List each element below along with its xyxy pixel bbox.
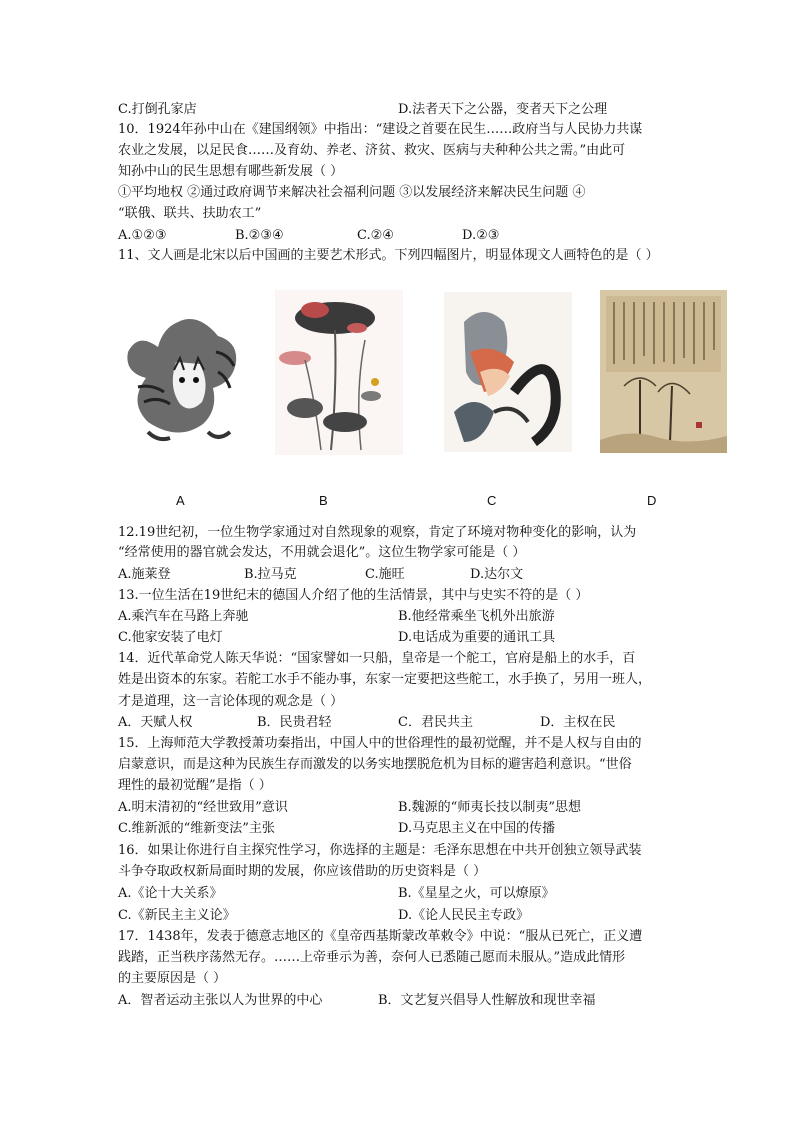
q15-option-c: C.维新派的“维新变法”主张 — [118, 821, 275, 836]
q10-option-b: B.②③④ — [235, 228, 284, 243]
q15-text-2: 启蒙意识，而是这种为民族生存而激发的以务实地摆脱危机为目标的避害趋利意识。“世俗 — [118, 757, 632, 772]
q10-text-2: 农业之发展，以足民食……及育幼、养老、济贫、救灾、医病与夫种种公共之需。”由此可 — [118, 143, 626, 158]
caption-b: B — [319, 493, 328, 508]
q17-text-2: 践踏，正当秩序荡然无存。……上帝垂示为善，奈何人已悉随己愿而未服从。”造成此情形 — [118, 950, 626, 965]
q9-option-c: C.打倒孔家店 — [118, 102, 197, 117]
q16-text-2: 斗争夺取政权新局面时期的发展，你应该借助的历史资料是（ ） — [118, 864, 487, 879]
q14-option-a: A．天赋人权 — [118, 715, 193, 730]
q10-text-1: 10．1924年孙中山在《建国纲领》中指出：“建设之首要在民生……政府当与人民协力共谋 — [118, 122, 643, 137]
q13-option-d: D.电话成为重要的通讯工具 — [398, 630, 556, 645]
painting-d — [600, 290, 727, 453]
painting-a — [118, 292, 252, 452]
q12-option-b: B.拉马克 — [244, 567, 297, 582]
q17-option-b: B．文艺复兴倡导人性解放和现世幸福 — [378, 993, 596, 1008]
q12-text-1: 12.19世纪初，一位生物学家通过对自然现象的观察，肯定了环境对物种变化的影响，认为 — [118, 525, 637, 540]
q17-text-3: 的主要原因是（ ） — [118, 971, 227, 986]
q15-option-a: A.明末清初的“经世致用”意识 — [118, 800, 288, 815]
q11-text: 11、文人画是北宋以后中国画的主要艺术形式。下列四幅图片，明显体现文人画特色的是（ ） — [118, 248, 659, 263]
cat-painting-icon — [118, 292, 252, 452]
q10-option-a: A.①②③ — [118, 228, 167, 243]
q10-text-3: 知孙中山的民生思想有哪些新发展（ ） — [118, 164, 344, 179]
q12-option-a: A.施莱登 — [118, 567, 171, 582]
caption-d: D — [647, 493, 657, 508]
painting-b — [275, 290, 403, 455]
flower-painting-icon — [275, 290, 403, 455]
abstract-painting-icon — [444, 292, 572, 452]
q14-text-1: 14．近代革命党人陈天华说：“国家譬如一只船，皇帝是一个舵工，官府是船上的水手，百 — [118, 651, 636, 666]
q14-text-3: 才是道理，这一言论体现的观念是（ ） — [118, 694, 344, 709]
q10-option-c: C.②④ — [357, 228, 394, 243]
q13-text: 13.一位生活在19世纪末的德国人介绍了他的生活情景，其中与史实不符的是（ ） — [118, 588, 589, 603]
q16-text-1: 16．如果让你进行自主探究性学习，你选择的主题是：毛泽东思想在中共开创独立领导武装 — [118, 843, 642, 858]
q17-text-1: 17．1438年，发表于德意志地区的《皇帝西基斯蒙改革敕令》中说：“服从已死亡，正义遭 — [118, 929, 643, 944]
caption-a: A — [176, 493, 185, 508]
q16-option-c: C.《新民主主义论》 — [118, 908, 236, 923]
q15-text-3: 理性的最初觉醒”是指（ ） — [118, 778, 272, 793]
q12-option-d: D.达尔文 — [470, 567, 524, 582]
q14-text-2: 姓是出资本的东家。若舵工水手不能办事，东家一定要把这些舵工，水手换了，另用一班人， — [118, 672, 652, 687]
q13-option-b: B.他经常乘坐飞机外出旅游 — [398, 609, 555, 624]
q13-option-c: C.他家安装了电灯 — [118, 630, 223, 645]
q16-option-b: B.《星星之火，可以燎原》 — [398, 886, 555, 901]
q16-option-a: A.《论十大关系》 — [118, 886, 223, 901]
q13-option-a: A.乘汽车在马路上奔驰 — [118, 609, 249, 624]
q14-option-b: B．民贵君轻 — [257, 715, 332, 730]
q15-option-d: D.马克思主义在中国的传播 — [398, 821, 556, 836]
painting-c — [444, 292, 572, 452]
q10-text-5: “联俄、联共、扶助农工” — [118, 206, 262, 221]
landscape-calligraphy-icon — [600, 290, 727, 453]
q14-option-c: C．君民共主 — [398, 715, 473, 730]
q15-option-b: B.魏源的“师夷长技以制夷”思想 — [398, 800, 581, 815]
q10-option-d: D.②③ — [462, 228, 500, 243]
q17-option-a: A．智者运动主张以人为世界的中心 — [118, 993, 323, 1008]
q9-option-d: D.法者天下之公器，变者天下之公理 — [398, 102, 608, 117]
q16-option-d: D.《论人民民主专政》 — [398, 908, 530, 923]
q10-text-4: ①平均地权 ②通过政府调节来解决社会福利问题 ③以发展经济来解决民生问题 ④ — [118, 185, 586, 200]
caption-c: C — [487, 493, 497, 508]
q15-text-1: 15．上海师范大学教授萧功秦指出，中国人中的世俗理性的最初觉醒，并不是人权与自由的 — [118, 736, 642, 751]
q14-option-d: D．主权在民 — [540, 715, 616, 730]
q12-option-c: C.施旺 — [365, 567, 405, 582]
q12-text-2: “经常使用的器官就会发达，不用就会退化”。这位生物学家可能是（ ） — [118, 545, 526, 560]
